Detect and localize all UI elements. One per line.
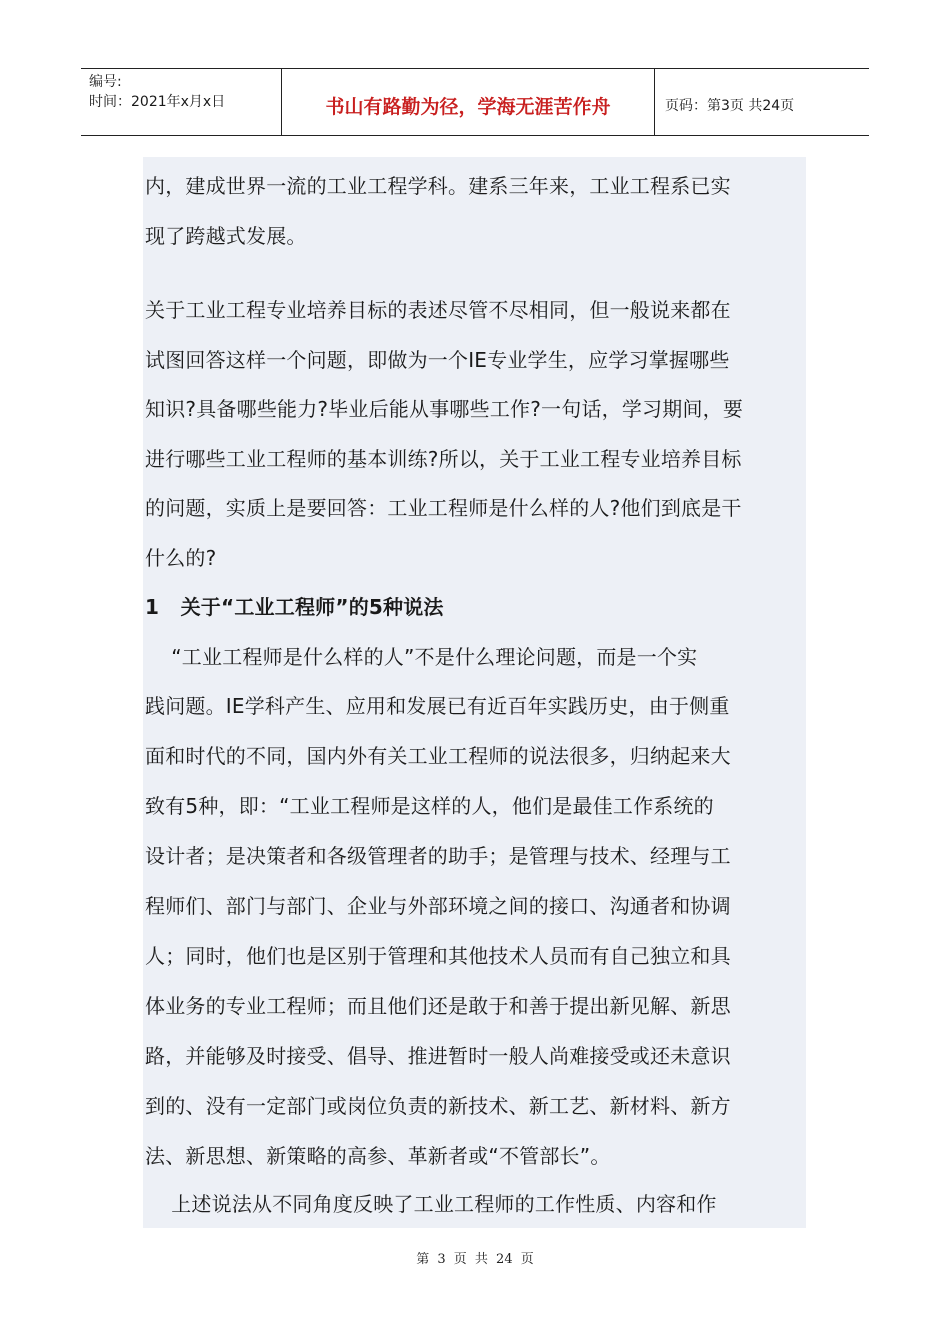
text-line: 知识?具备哪些能力?毕业后能从事哪些工作?一句话，学习期间，要 — [145, 397, 744, 421]
text-line: 到的、没有一定部门或岗位负责的新技术、新工艺、新材料、新方 — [145, 1094, 731, 1118]
text-line: 上述说法从不同角度反映了工业工程师的工作性质、内容和作 — [145, 1192, 717, 1216]
text-line: 什么的? — [145, 546, 217, 570]
text-line: 程师们、部门与部门、企业与外部环境之间的接口、沟通者和协调 — [145, 894, 731, 918]
number-label: 编号: — [89, 74, 122, 90]
header-page-info — [655, 69, 869, 135]
text-line: 路，并能够及时接受、倡导、推进暂时一般人尚难接受或还未意识 — [145, 1044, 731, 1068]
time-label: 时间：2021年x月x日 — [89, 94, 226, 110]
page-header — [81, 68, 869, 136]
document-body — [143, 157, 806, 1228]
text-line: “工业工程师是什么样的人”不是什么理论问题，而是一个实 — [145, 645, 698, 669]
text-line: 现了跨越式发展。 — [145, 224, 307, 248]
text-line: 的问题，实质上是要回答：工业工程师是什么样的人?他们到底是干 — [145, 496, 742, 520]
text-line: 人；同时，他们也是区别于管理和其他技术人员而有自己独立和具 — [145, 944, 731, 968]
text-line: 进行哪些工业工程师的基本训练?所以，关于工业工程专业培养目标 — [145, 447, 742, 471]
text-line: 法、新思想、新策略的高参、革新者或“不管部长”。 — [145, 1144, 611, 1168]
text-line: 致有5种，即：“工业工程师是这样的人，他们是最佳工作系统的 — [145, 794, 714, 818]
text-line: 设计者；是决策者和各级管理者的助手；是管理与技术、经理与工 — [145, 844, 731, 868]
section-heading: 1 关于“工业工程师”的5种说法 — [145, 595, 444, 619]
text-line: 内，建成世界一流的工业工程学科。建系三年来，工业工程系已实 — [145, 174, 731, 198]
header-motto: 书山有路勤为径，学海无涯苦作舟 — [281, 69, 655, 135]
text-line: 面和时代的不同，国内外有关工业工程师的说法很多，归纳起来大 — [145, 744, 731, 768]
text-line: 关于工业工程专业培养目标的表述尽管不尽相同，但一般说来都在 — [145, 298, 731, 322]
text-line: 践问题。IE学科产生、应用和发展已有近百年实践历史，由于侧重 — [145, 694, 730, 718]
text-line: 试图回答这样一个问题，即做为一个IE专业学生，应学习掌握哪些 — [145, 348, 730, 372]
header-meta — [81, 69, 281, 135]
page-info-text: 页码：第3页 共24页 — [665, 98, 795, 114]
text-line: 体业务的专业工程师；而且他们还是敢于和善于提出新见解、新思 — [145, 994, 731, 1018]
page-footer: 第 3 页 共 24 页 — [416, 1252, 534, 1267]
